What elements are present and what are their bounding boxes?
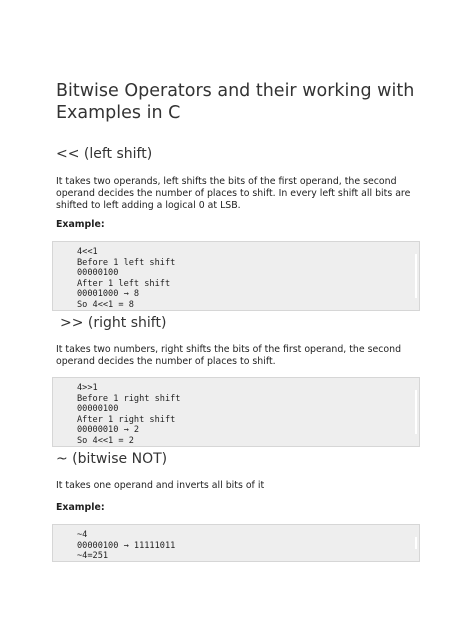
left-shift-heading: << (left shift)	[56, 146, 153, 162]
code-scrollbar[interactable]	[415, 254, 417, 298]
bitwise-not-heading: ~ (bitwise NOT)	[56, 451, 168, 467]
left-shift-example-label: Example:	[56, 219, 105, 230]
left-shift-description: It takes two operands, left shifts the bits of the first operand, the second operand decides the number of places to shift. In every left shift all bits are shifted to left adding a logical 0 at LSB.	[56, 176, 411, 211]
right-shift-description: It takes two numbers, right shifts the bits of the first operand, the second operand decides the number of places to shift.	[56, 344, 402, 367]
page-title: Bitwise Operators and their working with Examples in C	[56, 81, 415, 123]
left-shift-code: 4<<1 Before 1 left shift 00000100 After 1 left shift 00001000 → 8 So 4<<1 = 8	[77, 247, 176, 310]
bitwise-not-code: ~4 00000100 → 11111011 ~4=251	[77, 530, 176, 561]
right-shift-code-block	[52, 377, 420, 447]
code-scrollbar[interactable]	[415, 390, 417, 434]
bitwise-not-example-label: Example:	[56, 502, 105, 513]
left-shift-code-block	[52, 241, 420, 311]
bitwise-not-code-block	[52, 524, 420, 562]
right-shift-heading: >> (right shift)	[60, 315, 167, 331]
right-shift-code: 4>>1 Before 1 right shift 00000100 After 1 right shift 00000010 → 2 So 4<<1 = 2	[77, 383, 181, 446]
code-scrollbar[interactable]	[415, 537, 417, 549]
bitwise-not-description: It takes one operand and inverts all bits of it	[56, 480, 265, 491]
